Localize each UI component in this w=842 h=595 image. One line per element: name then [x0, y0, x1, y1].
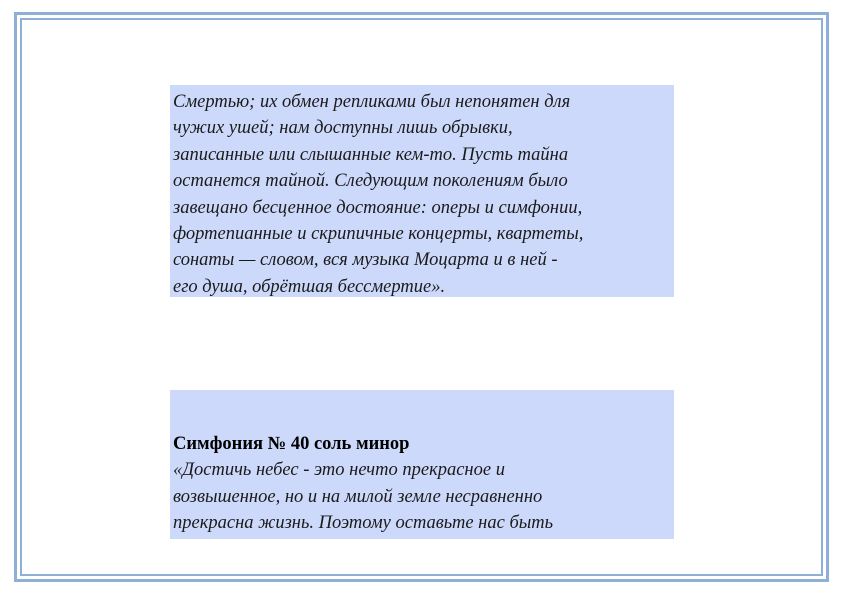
symphony-quote-line: возвышенное, но и на милой земле несравненно [173, 486, 543, 507]
symphony-text-box [170, 390, 674, 539]
quote-line: записанные или слышанные кем-то. Пусть тайна [173, 144, 569, 165]
symphony-quote-line: прекрасна жизнь. Поэтому оставьте нас быть [173, 513, 554, 534]
quote-line: чужих ушей; нам доступны лишь обрывки, [173, 118, 513, 139]
quote-line: сонаты — словом, вся музыка Моцарта и в ней - [173, 250, 558, 271]
symphony-quote-line: «Достичь небес - это нечто прекрасное и [173, 460, 505, 481]
quote-text-box [170, 85, 674, 297]
quote-line: завещано бесценное достояние: оперы и симфонии, [173, 197, 583, 218]
quote-line: останется тайной. Следующим поколениям было [173, 171, 568, 192]
quote-line: его душа, обрётшая бессмертие». [173, 276, 446, 297]
quote-line: Смертью; их обмен репликами был непонятен для [173, 92, 571, 112]
symphony-title: Симфония № 40 соль минор [173, 434, 410, 454]
quote-line: фортепианные и скрипичные концерты, квартеты, [173, 224, 584, 245]
